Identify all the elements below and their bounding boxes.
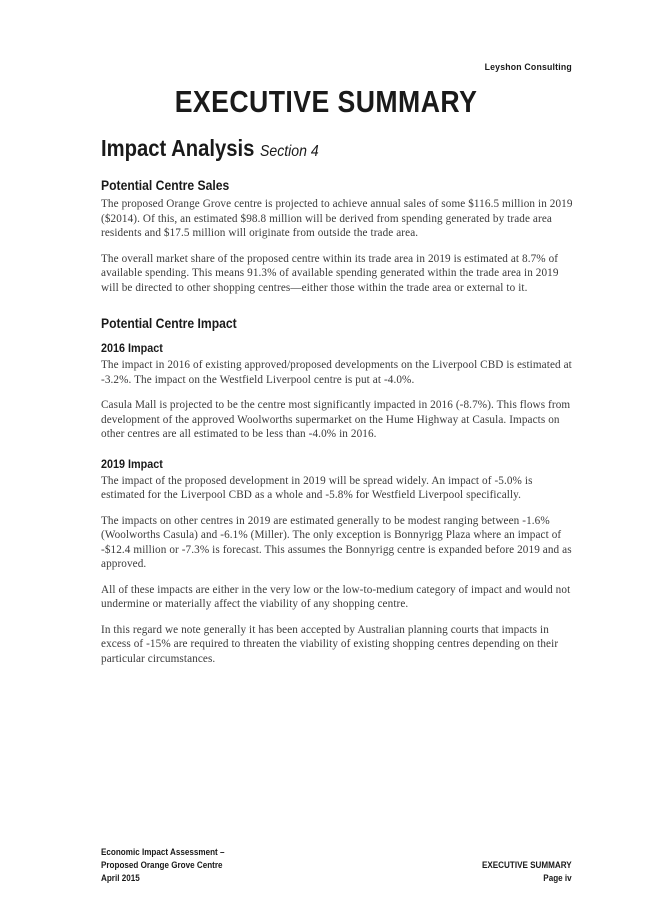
section-heading (101, 135, 522, 162)
footer-line-2: Proposed Orange Grove Centre (101, 860, 223, 870)
impact-2019-paragraph-1: The impact of the proposed development in 2019 will be spread widely. An impact of -5.0% is estimated for the Liverpool CBD as a whole and -5.8% for Westfield Liverpool specifically. (101, 474, 533, 501)
footer-date: April 2015 (101, 873, 140, 883)
document-body (101, 135, 579, 677)
impact-2016-paragraph-1: The impact in 2016 of existing approved/proposed developments on the Liverpool CBD is estimated at -3.2%. The impact on the Westfield Liverpool centre is put at -4.0%. (101, 359, 572, 386)
impact-2019-paragraph-4: In this regard we note generally it has been accepted by Australian planning courts that impacts in excess of -15% are required to threaten the viability of existing shopping centres depending on their particular circumstances. (101, 623, 559, 665)
impact-2016-heading: 2016 Impact (101, 341, 163, 355)
page-title: EXECUTIVE SUMMARY (174, 84, 478, 119)
footer-section: EXECUTIVE SUMMARY (482, 860, 572, 870)
section-number: Section 4 (259, 143, 319, 160)
impact-2019-paragraph-2: The impacts on other centres in 2019 are estimated generally to be modest ranging between -1.6% (Woolworths Casula) and -6.1% (Miller). The only exception is Bonnyrigg Plaza where an impact of -$12.4 million or -7.3% is forecast. This assumes the Bonnyrigg centre is expanded before 2019 and as approved. (101, 514, 572, 570)
footer-line-1: Economic Impact Assessment – (101, 847, 225, 857)
impact-2019-heading: 2019 Impact (101, 456, 163, 471)
impact-2016-paragraph-2: Casula Mall is projected to be the centre most significantly impacted in 2016 (-8.7%). This flows from development of the approved Woolworths supermarket on the Hume Highway at Casula. Impacts on other centres are all estimated to be less than -4.0% in 2016. (101, 399, 571, 440)
impact-heading: Potential Centre Impact (101, 316, 237, 331)
consultant-name: Leyshon Consulting (484, 62, 572, 73)
section-heading-text: Impact Analysis (101, 135, 255, 161)
footer-page-number: Page iv (543, 873, 572, 883)
sales-paragraph-1: The proposed Orange Grove centre is projected to achieve annual sales of some $116.5 million in 2019 ($2014). Of this, an estimated $98.8 million will be derived from spending generated by trade area residents and $17.5 million will originate from outside the trade area. (101, 198, 573, 239)
sales-paragraph-2: The overall market share of the proposed centre within its trade area in 2019 is estimated at 8.7% of available spending. This means 91.3% of available spending generated within the trade area in 2019 will be directed to other shopping centres—either those within the trade area or external to it. (101, 252, 559, 294)
impact-2019-paragraph-3: All of these impacts are either in the very low or the low-to-medium category of impact and would not undermine or materially affect the viability of any shopping centre. (101, 583, 571, 610)
sales-heading: Potential Centre Sales (101, 178, 230, 193)
footer-page-info (482, 859, 572, 885)
footer-document-info (101, 846, 225, 885)
